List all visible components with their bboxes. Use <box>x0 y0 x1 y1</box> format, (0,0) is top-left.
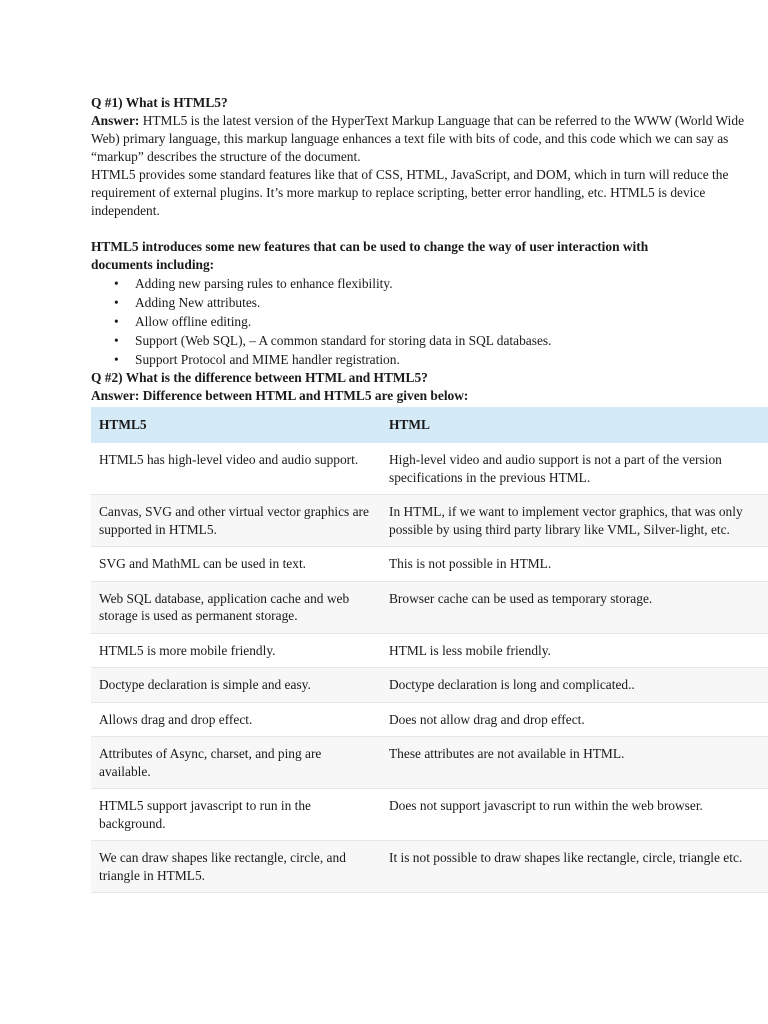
table-row <box>91 547 768 582</box>
comparison-table <box>91 407 768 893</box>
question-1-title: Q #1) What is HTML5? <box>91 95 228 110</box>
table-row <box>91 581 768 633</box>
spacer <box>91 220 768 238</box>
table-cell-html5: Canvas, SVG and other virtual vector graphics are supported in HTML5. <box>91 495 381 547</box>
table-cell-html: Does not support javascript to run within the web browser. <box>381 789 768 841</box>
table-cell-html5: HTML5 has high-level video and audio support. <box>91 443 381 495</box>
table-row <box>91 443 768 495</box>
table-row <box>91 789 768 841</box>
table-cell-html5: HTML5 is more mobile friendly. <box>91 633 381 668</box>
table-cell-html5: SVG and MathML can be used in text. <box>91 547 381 582</box>
table-cell-html: Browser cache can be used as temporary storage. <box>381 581 768 633</box>
table-row <box>91 495 768 547</box>
table-cell-html5: Web SQL database, application cache and web storage is used as permanent storage. <box>91 581 381 633</box>
answer-1-paragraph <box>91 112 768 166</box>
table-cell-html: HTML is less mobile friendly. <box>381 633 768 668</box>
list-item: • Support Protocol and MIME handler registration. <box>114 350 768 369</box>
table-cell-html5: We can draw shapes like rectangle, circle, and triangle in HTML5. <box>91 841 381 893</box>
features-heading: HTML5 introduces some new features that can be used to change the way of user interaction with documents including: <box>91 239 649 272</box>
table-cell-html: This is not possible in HTML. <box>381 547 768 582</box>
table-row <box>91 633 768 668</box>
table-cell-html: Does not allow drag and drop effect. <box>381 702 768 737</box>
table-row <box>91 841 768 893</box>
list-item: • Support (Web SQL), – A common standard for storing data in SQL databases. <box>114 331 768 350</box>
table-cell-html5: HTML5 support javascript to run in the background. <box>91 789 381 841</box>
table-cell-html5: Allows drag and drop effect. <box>91 702 381 737</box>
table-cell-html: In HTML, if we want to implement vector graphics, that was only possible by using third party library like VML, Silver-light, etc. <box>381 495 768 547</box>
table-row <box>91 737 768 789</box>
table-cell-html: These attributes are not available in HTML. <box>381 737 768 789</box>
answer-1-paragraph-2: HTML5 provides some standard features like that of CSS, HTML, JavaScript, and DOM, which in turn will reduce the requirement of external plugins. It’s more markup to replace scripting, better error handling, etc. HTML5 is device independent. <box>91 167 729 218</box>
document-body <box>91 94 768 893</box>
table-header-row <box>91 407 768 443</box>
question-2-title: Q #2) What is the difference between HTML and HTML5? <box>91 370 428 385</box>
answer-2-heading: Answer: Difference between HTML and HTML5 are given below: <box>91 388 469 403</box>
list-item: • Allow offline editing. <box>114 312 768 331</box>
column-header-html5: HTML5 <box>91 407 381 443</box>
features-list <box>91 274 768 369</box>
list-item: • Adding New attributes. <box>114 293 768 312</box>
table-cell-html: It is not possible to draw shapes like rectangle, circle, triangle etc. <box>381 841 768 893</box>
table-cell-html5: Attributes of Async, charset, and ping are available. <box>91 737 381 789</box>
answer-label: Answer: <box>91 113 140 128</box>
list-item: • Adding new parsing rules to enhance flexibility. <box>114 274 768 293</box>
table-row <box>91 702 768 737</box>
table-cell-html: Doctype declaration is long and complicated.. <box>381 668 768 703</box>
answer-1-text: HTML5 is the latest version of the HyperText Markup Language that can be referred to the WWW (World Wide Web) primary language, this markup language enhances a text file with bits of code, and this code which we can say as “markup” describes the structure of the document. <box>91 113 745 164</box>
table-cell-html5: Doctype declaration is simple and easy. <box>91 668 381 703</box>
column-header-html: HTML <box>381 407 768 443</box>
table-row <box>91 668 768 703</box>
table-cell-html: High-level video and audio support is not a part of the version specifications in the previous HTML. <box>381 443 768 495</box>
